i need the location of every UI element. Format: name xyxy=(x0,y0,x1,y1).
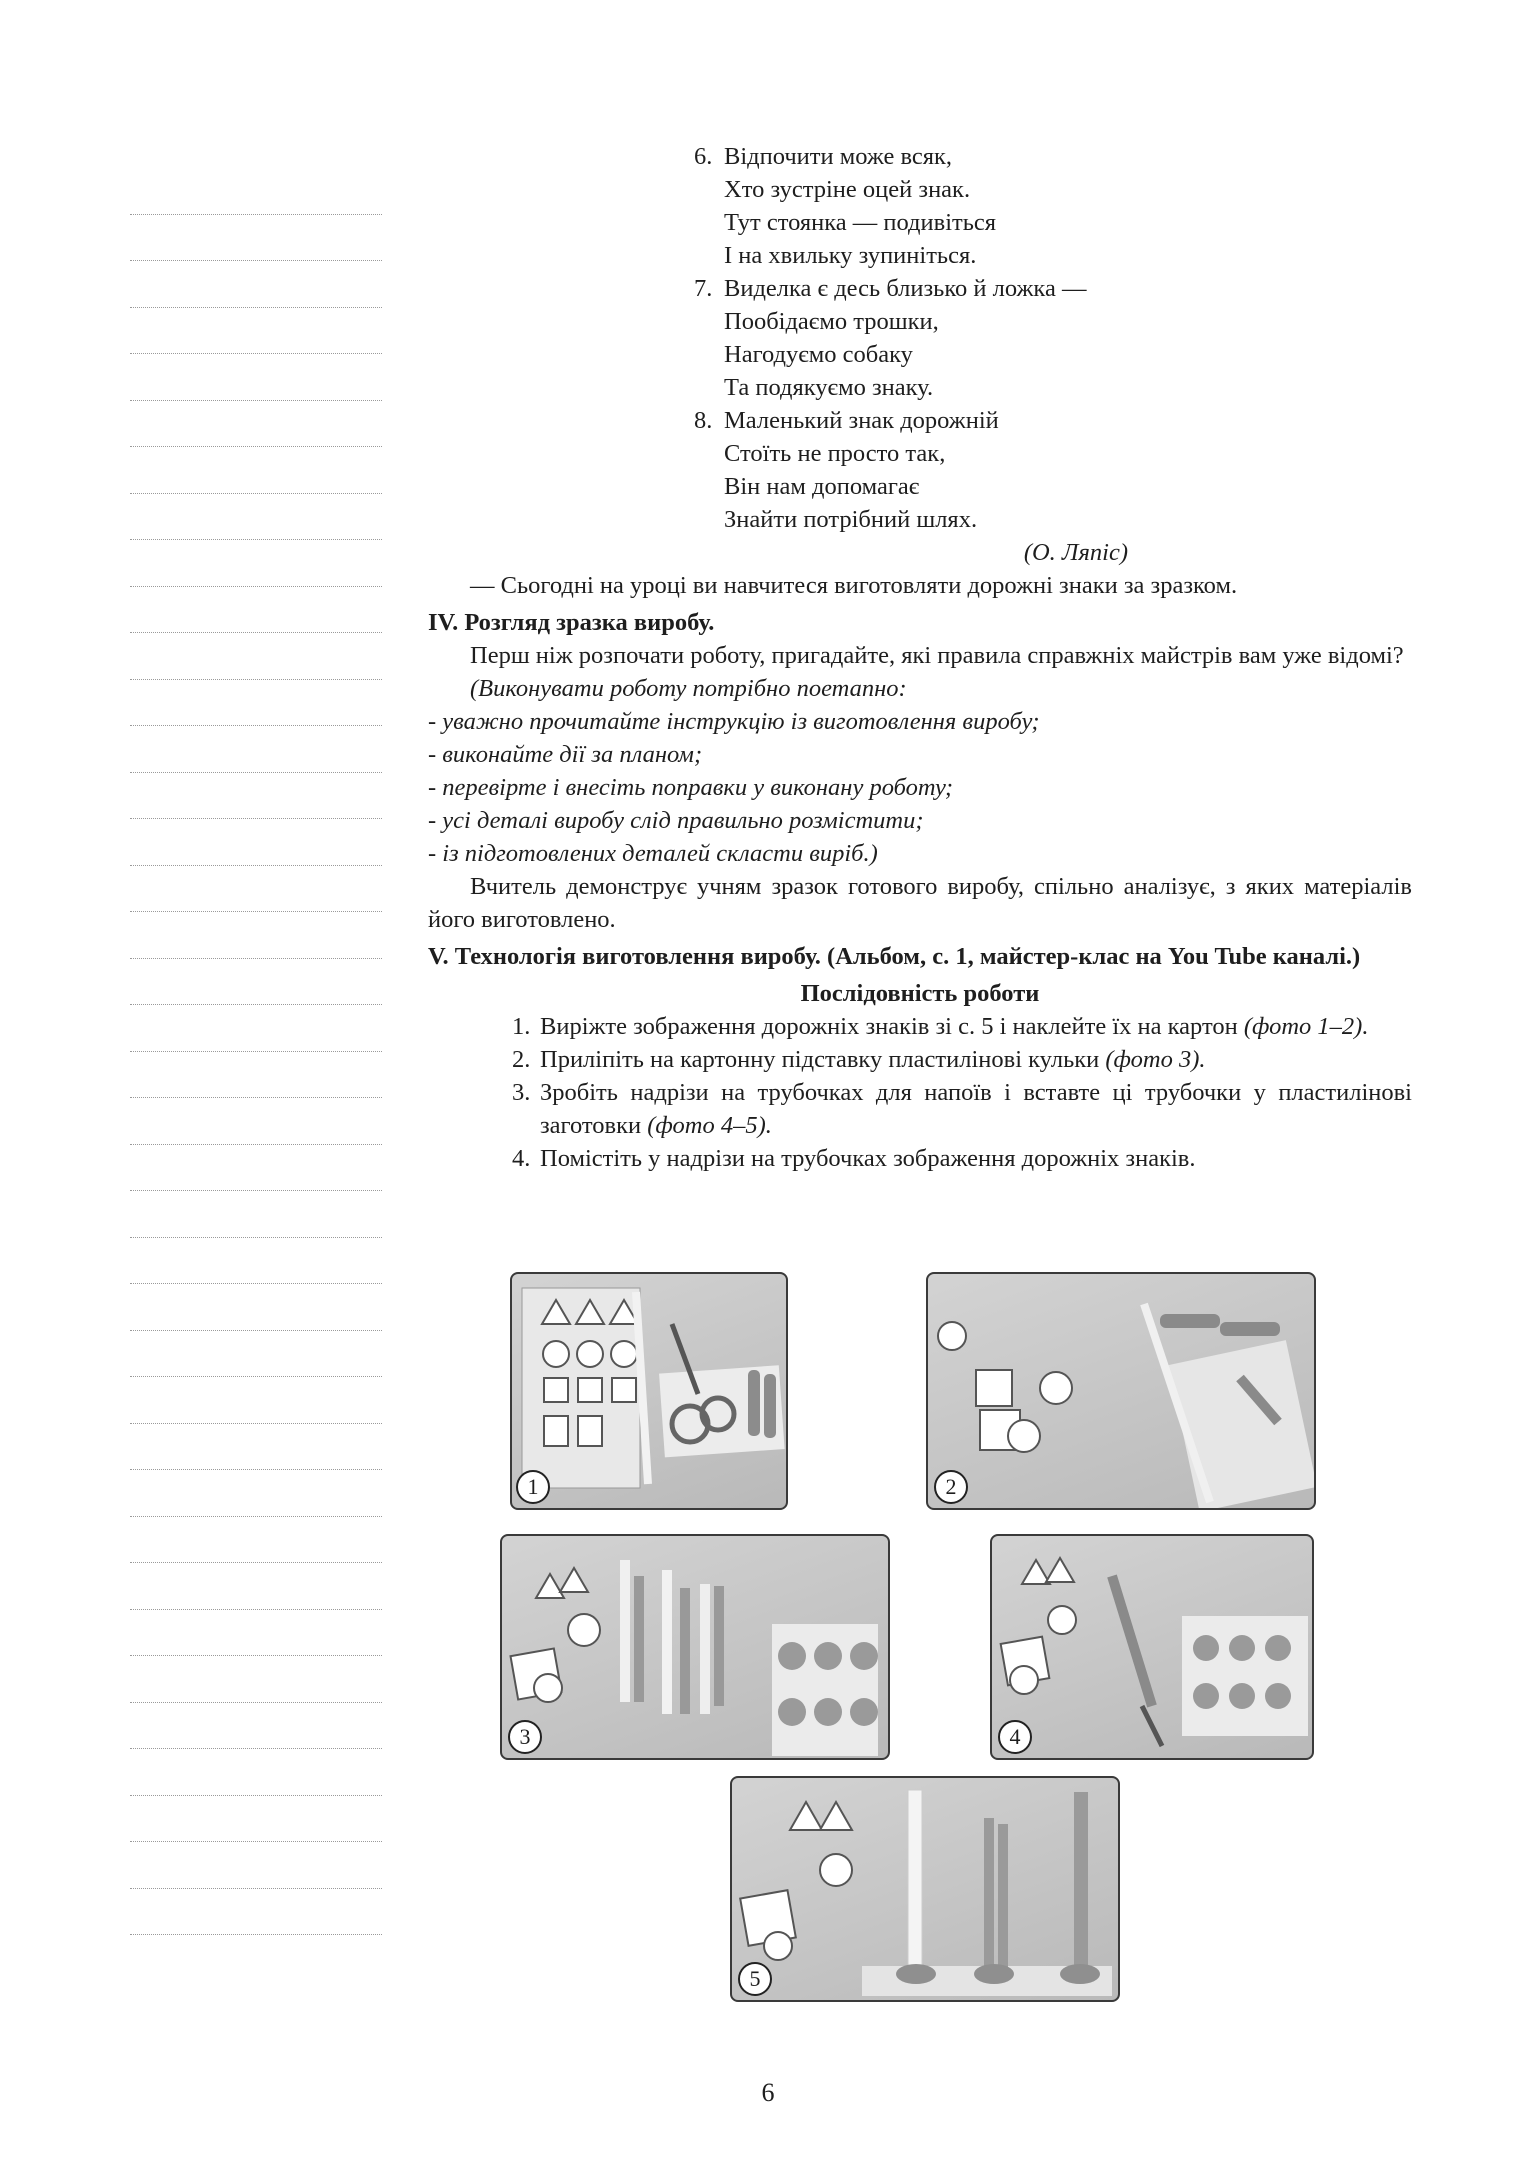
poem xyxy=(694,140,1394,536)
note-line xyxy=(130,633,382,680)
photo-number: 2 xyxy=(934,1470,968,1504)
poem-stanza xyxy=(694,272,1394,404)
page-number: 6 xyxy=(761,2078,775,2107)
poem-stanza xyxy=(694,140,1394,272)
note-line xyxy=(130,726,382,773)
note-line xyxy=(130,1052,382,1099)
step-item xyxy=(512,1076,1412,1142)
note-line xyxy=(130,1284,382,1331)
photo-number: 4 xyxy=(998,1720,1032,1754)
note-line xyxy=(130,1749,382,1796)
photo-number: 3 xyxy=(508,1720,542,1754)
note-line xyxy=(130,1517,382,1564)
rule-list xyxy=(428,672,1412,870)
note-line xyxy=(130,1377,382,1424)
poem-stanza xyxy=(694,404,1394,536)
photo-number: 1 xyxy=(516,1470,550,1504)
rule-item: - виконайте дії за планом; xyxy=(428,741,703,768)
step-number: 3. xyxy=(512,1079,531,1106)
poem-line: Маленький знак дорожній xyxy=(724,407,999,434)
work-sequence-heading: Послідовність роботи xyxy=(800,980,1040,1007)
poem-author: (О. Ляпіс) xyxy=(1023,539,1128,566)
note-line xyxy=(130,354,382,401)
section-4-heading: IV. Розгляд зразка виробу. xyxy=(428,609,715,636)
poem-line: Стоїть не просто так, xyxy=(724,440,946,467)
note-line xyxy=(130,1331,382,1378)
note-line xyxy=(130,1796,382,1843)
note-line xyxy=(130,1145,382,1192)
rule-item: (Виконувати роботу потрібно поетапно: xyxy=(470,675,907,702)
photo-5 xyxy=(730,1776,1120,2002)
poem-line: І на хвильку зупиніться. xyxy=(724,242,977,269)
step-note: (фото 4–5). xyxy=(647,1112,772,1139)
poem-line: Відпочити може всяк, xyxy=(724,143,953,170)
photo-cut-signs-straws-icon xyxy=(928,1274,1314,1508)
notes-margin xyxy=(130,168,382,1935)
photo-scissors-signs-icon xyxy=(512,1274,786,1508)
section-5-heading: V. Технологія виготовлення виробу. (Альбом, с. 1, майстер-клас на You Tube каналі.) xyxy=(428,943,1361,970)
note-line xyxy=(130,587,382,634)
note-line xyxy=(130,819,382,866)
poem-line: Виделка є десь близько й ложка — xyxy=(724,275,1087,302)
section-4-paragraph: Перш ніж розпочати роботу, пригадайте, які правила справжніх майстрів вам уже відомі? xyxy=(470,642,1404,669)
photo-number: 5 xyxy=(738,1962,772,1996)
note-line xyxy=(130,168,382,215)
photo-plasticine-balls-icon xyxy=(502,1536,888,1758)
note-line xyxy=(130,1470,382,1517)
stanza-number: 7. xyxy=(694,275,713,302)
step-number: 1. xyxy=(512,1013,531,1040)
step-item xyxy=(512,1043,1412,1076)
stanza-number: 8. xyxy=(694,407,713,434)
note-line xyxy=(130,494,382,541)
photo-2 xyxy=(926,1272,1316,1510)
step-text: Зробіть надрізи на трубочках для напоїв і вставте ці трубочки у пластилінові заготовки xyxy=(540,1079,1412,1139)
photo-4 xyxy=(990,1534,1314,1760)
step-number: 2. xyxy=(512,1046,531,1073)
note-line xyxy=(130,308,382,355)
note-line xyxy=(130,447,382,494)
poem-line: Він нам допомагає xyxy=(724,473,920,500)
note-line xyxy=(130,215,382,262)
poem-line: Тут стоянка — подивіться xyxy=(724,209,997,236)
photo-cutting-straws-icon xyxy=(992,1536,1312,1758)
photo-finished-stands-icon xyxy=(732,1778,1118,2000)
note-line xyxy=(130,1424,382,1471)
note-line xyxy=(130,1610,382,1657)
note-line xyxy=(130,912,382,959)
intro-line: — Сьогодні на уроці ви навчитеся виготовляти дорожні знаки за зразком. xyxy=(470,572,1238,599)
poem-line: Хто зустріне оцей знак. xyxy=(724,176,971,203)
rule-item: - усі деталі виробу слід правильно розмістити; xyxy=(428,807,924,834)
demo-paragraph: Вчитель демонструє учням зразок готового виробу, спільно аналізує, з яких матеріалів його виготовлено. xyxy=(428,873,1412,933)
rule-item: - уважно прочитайте інструкцію із виготовлення виробу; xyxy=(428,708,1040,735)
lesson-body xyxy=(428,536,1412,1175)
note-line xyxy=(130,540,382,587)
note-line xyxy=(130,1238,382,1285)
note-line xyxy=(130,261,382,308)
poem-line: Та подякуємо знаку. xyxy=(724,374,934,401)
rule-item: - перевірте і внесіть поправки у виконану роботу; xyxy=(428,774,954,801)
step-text: Помістіть у надрізи на трубочках зображення дорожніх знаків. xyxy=(540,1145,1196,1172)
poem-line: Пообідаємо трошки, xyxy=(724,308,939,335)
rule-item: - із підготовлених деталей скласти виріб.) xyxy=(428,840,878,867)
step-item xyxy=(512,1142,1412,1175)
note-line xyxy=(130,1191,382,1238)
note-line xyxy=(130,680,382,727)
photo-3 xyxy=(500,1534,890,1760)
poem-line: Знайти потрібний шлях. xyxy=(724,506,978,533)
note-line xyxy=(130,1889,382,1936)
steps-list xyxy=(428,1010,1412,1175)
step-text: Приліпіть на картонну підставку пластилінові кульки xyxy=(540,1046,1106,1073)
note-line xyxy=(130,959,382,1006)
step-number: 4. xyxy=(512,1145,531,1172)
step-note: (фото 1–2). xyxy=(1243,1013,1369,1040)
step-text: Виріжте зображення дорожніх знаків зі с. 5 і наклейте їх на картон xyxy=(540,1013,1244,1040)
note-line xyxy=(130,401,382,448)
note-line xyxy=(130,866,382,913)
photo-1 xyxy=(510,1272,788,1510)
note-line xyxy=(130,1563,382,1610)
note-line xyxy=(130,1005,382,1052)
note-line xyxy=(130,1842,382,1889)
note-line xyxy=(130,773,382,820)
poem-line: Нагодуємо собаку xyxy=(724,341,913,368)
note-line xyxy=(130,1656,382,1703)
note-line xyxy=(130,1098,382,1145)
step-item xyxy=(512,1010,1412,1043)
note-line xyxy=(130,1703,382,1750)
stanza-number: 6. xyxy=(694,143,713,170)
step-note: (фото 3). xyxy=(1105,1046,1206,1073)
